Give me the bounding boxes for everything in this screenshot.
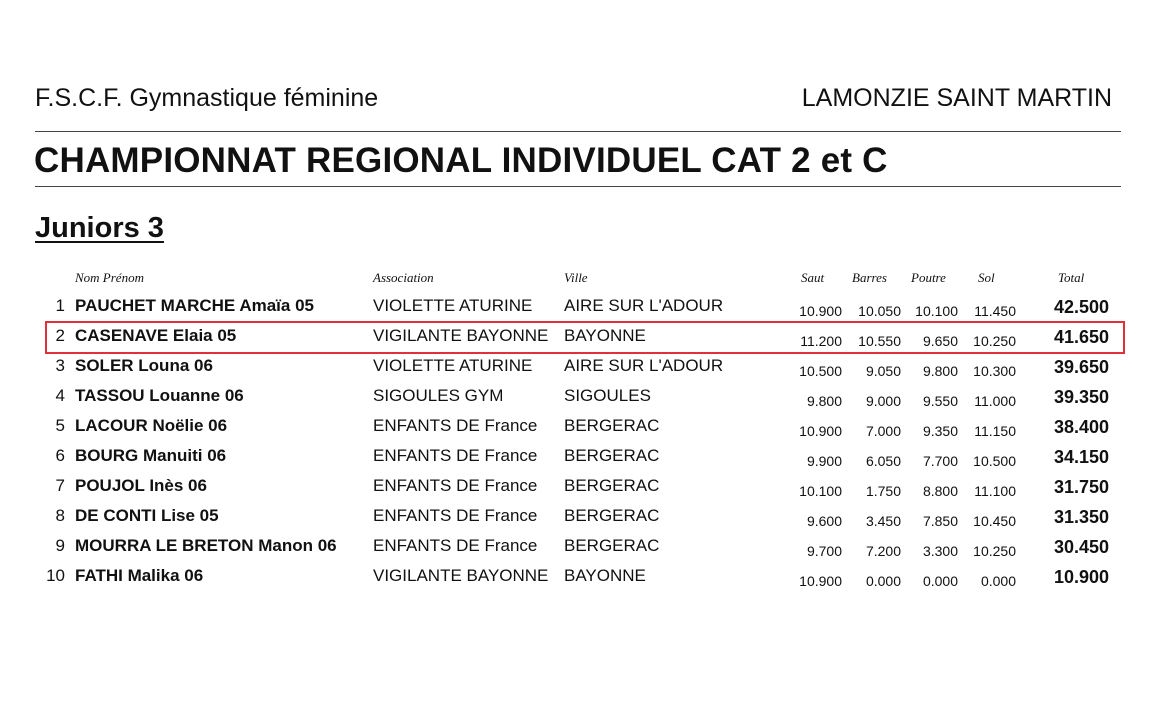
ville-cell: AIRE SUR L'ADOUR xyxy=(564,356,724,375)
name-cell: TASSOU Louanne 06 xyxy=(75,386,244,405)
poutre-score: 0.000 xyxy=(922,573,958,589)
saut-score: 10.100 xyxy=(799,483,842,499)
poutre-score: 8.800 xyxy=(922,483,958,499)
sol-score: 11.000 xyxy=(974,393,1016,409)
title-rule xyxy=(35,186,1121,187)
table-row xyxy=(0,566,1156,596)
total-score: 31.350 xyxy=(1053,507,1109,527)
poutre-score: 10.100 xyxy=(915,303,958,319)
name-cell: BOURG Manuiti 06 xyxy=(75,446,227,465)
table-row xyxy=(0,446,1156,476)
column-header-sol: Sol xyxy=(978,270,995,285)
saut-score: 9.600 xyxy=(806,513,842,529)
poutre-score: 9.350 xyxy=(922,423,958,439)
barres-score: 6.050 xyxy=(865,453,901,469)
name-cell: DE CONTI Lise 05 xyxy=(75,506,219,525)
barres-score: 10.550 xyxy=(858,333,901,349)
barres-score: 7.200 xyxy=(865,543,901,559)
ville-cell: AIRE SUR L'ADOUR xyxy=(564,296,724,315)
rank-cell: 9 xyxy=(55,536,65,555)
barres-score: 10.050 xyxy=(858,303,901,319)
name-cell: SOLER Louna 06 xyxy=(75,356,213,375)
total-score: 39.350 xyxy=(1053,387,1109,407)
ville-cell: BERGERAC xyxy=(564,446,660,465)
location-title: LAMONZIE SAINT MARTIN xyxy=(801,84,1112,112)
barres-score: 0.000 xyxy=(865,573,901,589)
barres-score: 7.000 xyxy=(865,423,901,439)
saut-score: 10.900 xyxy=(799,423,842,439)
table-row xyxy=(0,386,1156,416)
total-score: 39.650 xyxy=(1053,357,1109,377)
table-row xyxy=(0,416,1156,446)
rank-cell: 4 xyxy=(55,386,65,405)
rank-cell: 3 xyxy=(55,356,65,375)
total-score: 42.500 xyxy=(1053,297,1109,317)
name-cell: PAUCHET MARCHE Amaïa 05 xyxy=(75,296,314,315)
sol-score: 11.150 xyxy=(974,423,1016,439)
sol-score: 11.100 xyxy=(974,483,1016,499)
association-cell: VIOLETTE ATURINE xyxy=(373,356,533,375)
sol-score: 10.500 xyxy=(973,453,1016,469)
sol-score: 0.000 xyxy=(980,573,1016,589)
ville-cell: BAYONNE xyxy=(564,566,646,585)
category-heading: Juniors 3 xyxy=(35,212,164,244)
rank-cell: 6 xyxy=(55,446,65,465)
poutre-score: 7.850 xyxy=(922,513,958,529)
saut-score: 10.900 xyxy=(799,573,842,589)
rank-cell: 7 xyxy=(55,476,65,495)
poutre-score: 7.700 xyxy=(922,453,958,469)
total-score: 38.400 xyxy=(1053,417,1109,437)
column-header-total: Total xyxy=(1058,270,1085,285)
column-header-association: Association xyxy=(373,270,434,285)
rank-cell: 8 xyxy=(55,506,65,525)
championship-title: CHAMPIONNAT REGIONAL INDIVIDUEL CAT 2 et C xyxy=(34,141,888,180)
sol-score: 10.250 xyxy=(973,333,1016,349)
ville-cell: BAYONNE xyxy=(564,326,646,345)
column-header-poutre: Poutre xyxy=(911,270,946,285)
rank-cell: 2 xyxy=(55,326,65,345)
association-cell: ENFANTS DE France xyxy=(373,506,538,525)
association-cell: VIGILANTE BAYONNE xyxy=(373,326,549,345)
column-header-ville: Ville xyxy=(564,270,588,285)
top-rule xyxy=(35,131,1121,132)
saut-score: 9.700 xyxy=(806,543,842,559)
poutre-score: 9.650 xyxy=(922,333,958,349)
rank-cell: 10 xyxy=(46,566,65,585)
saut-score: 10.500 xyxy=(799,363,842,379)
barres-score: 3.450 xyxy=(865,513,901,529)
table-row xyxy=(0,476,1156,506)
ville-cell: BERGERAC xyxy=(564,536,660,555)
poutre-score: 3.300 xyxy=(922,543,958,559)
poutre-score: 9.800 xyxy=(922,363,958,379)
column-header-saut: Saut xyxy=(801,270,825,285)
name-cell: LACOUR Noëlie 06 xyxy=(75,416,228,435)
barres-score: 9.050 xyxy=(865,363,901,379)
sol-score: 10.300 xyxy=(973,363,1016,379)
column-header-barres: Barres xyxy=(852,270,887,285)
total-score: 41.650 xyxy=(1053,327,1109,347)
rank-cell: 5 xyxy=(55,416,65,435)
table-row xyxy=(0,506,1156,536)
ville-cell: BERGERAC xyxy=(564,506,660,525)
poutre-score: 9.550 xyxy=(922,393,958,409)
association-cell: ENFANTS DE France xyxy=(373,536,538,555)
saut-score: 10.900 xyxy=(799,303,842,319)
name-cell: POUJOL Inès 06 xyxy=(75,476,207,495)
saut-score: 11.200 xyxy=(800,333,842,349)
saut-score: 9.900 xyxy=(806,453,842,469)
saut-score: 9.800 xyxy=(806,393,842,409)
association-cell: ENFANTS DE France xyxy=(373,446,538,465)
association-cell: VIOLETTE ATURINE xyxy=(373,296,533,315)
association-cell: VIGILANTE BAYONNE xyxy=(373,566,549,585)
total-score: 30.450 xyxy=(1053,537,1109,557)
ville-cell: BERGERAC xyxy=(564,416,660,435)
column-header-name: Nom Prénom xyxy=(75,270,144,285)
sol-score: 10.250 xyxy=(973,543,1016,559)
total-score: 34.150 xyxy=(1053,447,1109,467)
ville-cell: SIGOULES xyxy=(564,386,651,405)
association-cell: SIGOULES GYM xyxy=(373,386,504,405)
highlight-box xyxy=(45,321,1125,354)
name-cell: CASENAVE Elaia 05 xyxy=(75,326,237,345)
table-row xyxy=(0,356,1156,386)
name-cell: MOURRA LE BRETON Manon 06 xyxy=(75,536,337,555)
name-cell: FATHI Malika 06 xyxy=(75,566,204,585)
ville-cell: BERGERAC xyxy=(564,476,660,495)
federation-title: F.S.C.F. Gymnastique féminine xyxy=(35,84,379,112)
table-row xyxy=(0,536,1156,566)
total-score: 10.900 xyxy=(1053,567,1109,587)
barres-score: 9.000 xyxy=(865,393,901,409)
rank-cell: 1 xyxy=(55,296,65,315)
sol-score: 10.450 xyxy=(973,513,1016,529)
total-score: 31.750 xyxy=(1053,477,1109,497)
sol-score: 11.450 xyxy=(974,303,1016,319)
barres-score: 1.750 xyxy=(865,483,901,499)
association-cell: ENFANTS DE France xyxy=(373,476,538,495)
association-cell: ENFANTS DE France xyxy=(373,416,538,435)
